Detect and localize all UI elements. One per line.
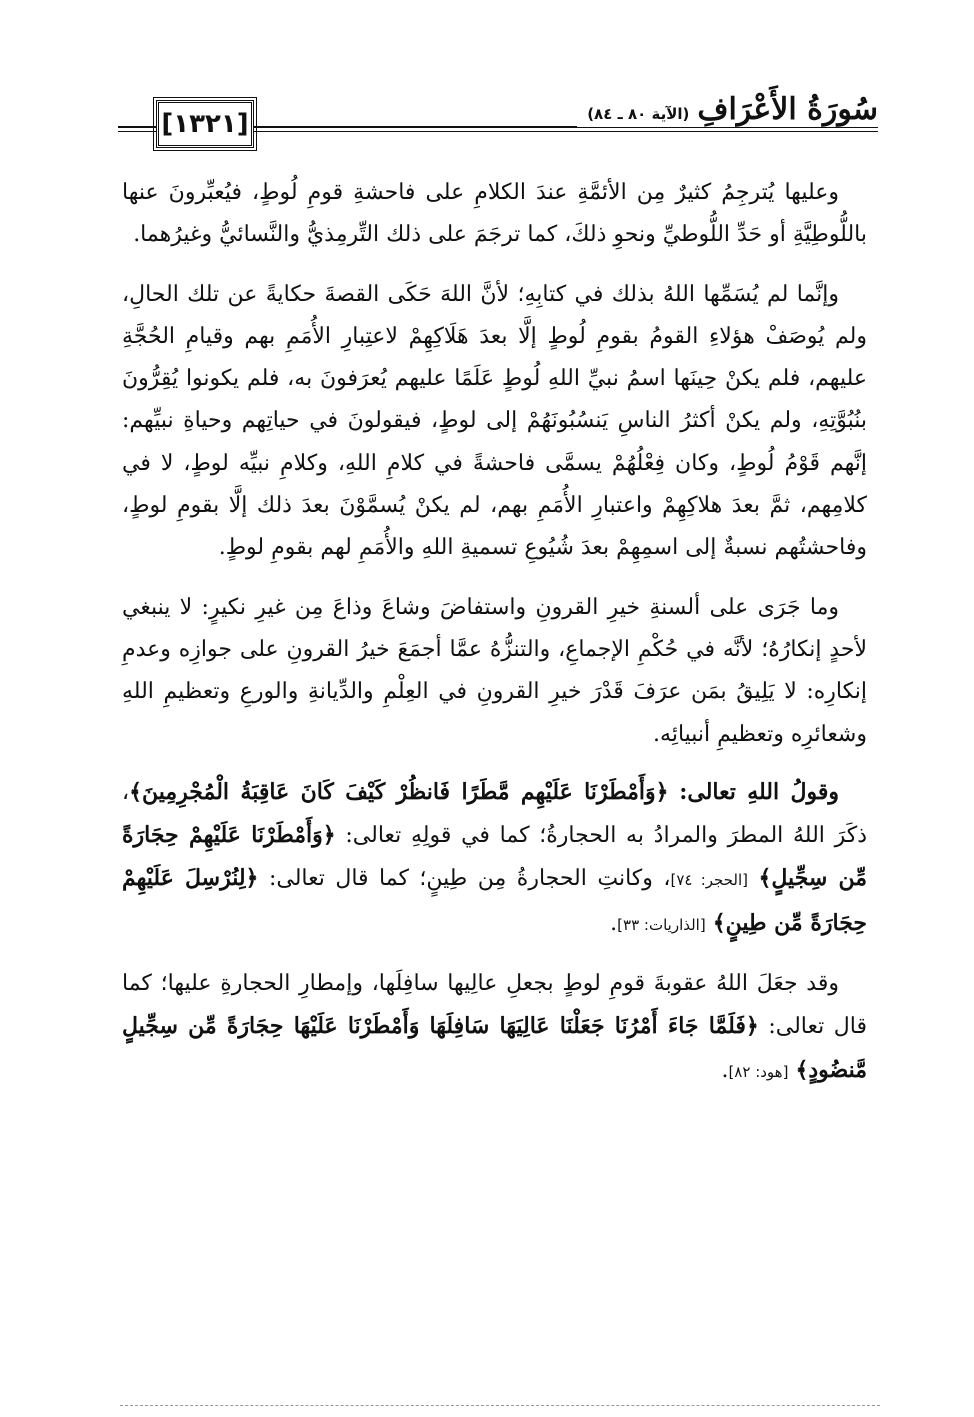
paragraph-end: . <box>721 1057 729 1083</box>
paragraph-text: وعليها يُترجِمُ كثيرٌ مِن الأئمَّةِ عندَ الكلامِ على فاحشةِ قومِ لُوطٍ، فيُعبِّرونَ عنها باللُّوطِيَّةِ أو حَدِّ اللُّوطيِّ ونحوِ ذلكَ، كما ترجَمَ على ذلك التِّرمِذيُّ والنَّسائيُّ وغيرُهما. <box>122 180 867 248</box>
ayah-range: (الآية ٨٠ ـ ٨٤) <box>587 105 690 123</box>
quran-verse: ﴿فَلَمَّا جَاءَ أَمْرُنَا جَعَلْنَا عَالِيَهَا سَافِلَهَا وَأَمْطَرْنَا عَلَيْهَا حِجَارَةً مِّن سِجِّيلٍ مَّنضُودٍ﴾ <box>122 1013 867 1083</box>
verse-heading: وقولُ اللهِ تعالى: <box>679 778 839 805</box>
surah-title: سُورَةُ الأَعْرَافِ <box>697 92 878 127</box>
paragraph-end: . <box>610 910 618 936</box>
verse-citation: [الذاريات: ٣٣] <box>617 915 706 934</box>
quran-verse: ﴿وَأَمْطَرْنَا عَلَيْهِم مَّطَرًا فَانظُرْ كَيْفَ كَانَ عَاقِبَةُ الْمُجْرِمِينَ﴾ <box>129 778 669 805</box>
paragraph-text: ، وكانتِ الحجارةُ مِن طِينٍ؛ كما قال تعالى: <box>268 866 671 892</box>
paragraph-3 <box>122 587 867 756</box>
paragraph-text: وإنَّما لم يُسَمِّها اللهُ بذلك في كتابِهِ؛ لأنَّ اللهَ حَكَى القصةَ حكايةً عن تلك الحالِ، ولم يُوصَفْ هؤلاءِ القومُ بقومِ لُوطٍ إلَّا بعدَ هَلَاكِهِمْ لاعتِبارِ الأُمَمِ بهم وقيامِ الحُجَّةِ عليهم، فلم يكنْ حِينَها اسمُ نبيِّ اللهِ لُوطٍ عَلَمًا عليهم يُعرَفونَ به، فلم يكونوا يُقِرُّونَ بنُبُوَّتِهِ، ولم يكنْ أكثرُ الناسِ يَنسُبُونَهُمْ إلى لوطٍ، فيقولونَ في حياتِهم وحياةِ نبيِّهم: إنَّهم قَوْمُ لُوطٍ، وكان فِعْلُهُمْ يسمَّى فاحشةً في كلامِ اللهِ، وكلامِ نبيِّه لوطٍ، لا في كلامِهم، ثمَّ بعدَ هلاكِهِمْ واعتبارِ الأُمَمِ بهم، لم يكنْ يُسمَّوْنَ بعدَ ذلك إلَّا بقومِ لوطٍ، وفاحشتُهم نسبةٌ إلى اسمِهِمْ بعدَ شُيُوعِ تسميةِ اللهِ والأُمَمِ لهم بقومِ لوطٍ. <box>122 281 867 561</box>
paragraph-2 <box>122 274 867 570</box>
paragraph-4 <box>122 771 867 946</box>
page-body <box>122 172 867 1110</box>
header-title <box>577 92 878 127</box>
paragraph-text: وما جَرَى على ألسنةِ خيرِ القرونِ واستفاضَ وشاعَ وذاعَ مِن غيرِ نكيرٍ: لا ينبغي لأحدٍ إنكارُهُ؛ لأنَّه في حُكْمِ الإجماعِ، والتنزُّهُ عمَّا أجمَعَ خيرُ القرونِ على جوازِه وعدمِ إنكارِه: لا يَلِيقُ بمَن عرَفَ قَدْرَ خيرِ القرونِ في العِلْمِ والدِّيانةِ والورعِ وتعظيمِ اللهِ وشعائرِه وتعظيمِ أنبيائِه. <box>122 594 867 747</box>
quran-verse: ﴿وَأَمْطَرْنَا عَلَيْهِمْ حِجَارَةً مِّن سِجِّيلٍ﴾ <box>122 822 868 892</box>
page-number: [١٣٢١] <box>156 100 254 148</box>
paragraph-text: وقد جعَلَ اللهُ عقوبةَ قومِ لوطٍ بجعلِ عالِيها سافِلَها، وإمطارِ الحجارةِ عليها؛ كما قال تعالى: <box>122 971 867 1040</box>
paragraph-5 <box>122 963 867 1093</box>
paragraph-text: ، ذكَرَ اللهُ المطرَ والمرادُ به الحجارةُ؛ كما في قولِهِ تعالى: <box>122 779 868 849</box>
footer-rule <box>120 1405 880 1406</box>
page-header <box>118 92 878 154</box>
quran-verse: ﴿لِنُرْسِلَ عَلَيْهِمْ حِجَارَةً مِّن طِينٍ﴾ <box>122 865 867 936</box>
verse-citation: [الحجر: ٧٤] <box>670 871 748 890</box>
paragraph-1 <box>122 172 867 257</box>
verse-citation: [هود: ٨٢] <box>728 1062 789 1081</box>
